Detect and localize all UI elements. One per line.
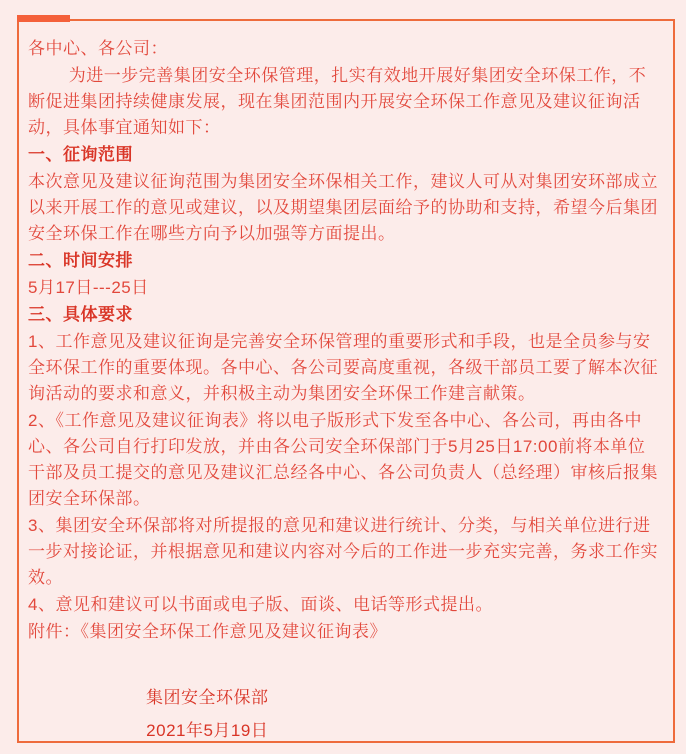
signature-department: 集团安全环保部 [146,688,269,707]
notice-frame [17,19,675,743]
section-3-item-1: 1、工作意见及建议征询是完善安全环保管理的重要形式和手段，也是全员参与安全环保工作的重要体现。各中心、各公司要高度重视，各级干部员工要了解本次征询活动的要求和意义，并积极主动为集团安全环保工作建言献策。 [28,332,658,403]
intro-paragraph: 为进一步完善集团安全环保管理，扎实有效地开展好集团安全环保工作，不断促进集团持续健康发展，现在集团范围内开展安全环保工作意见及建议征询活动，具体事宜通知如下： [28,66,647,137]
salutation: 各中心、各公司： [28,39,168,58]
signature-block [146,681,269,747]
section-3-item-4: 4、意见和建议可以书面或电子版、面谈、电话等形式提出。 [28,595,493,614]
section-1-paragraph: 本次意见及建议征询范围为集团安全环保相关工作，建议人可从对集团安环部成立以来开展工作的意见或建议，以及期望集团层面给予的协助和支持，希望今后集团安全环保工作在哪些方向予以加强等方面提出。 [28,172,658,243]
attachment-line: 附件：《集团安全环保工作意见及建议征询表》 [28,622,387,641]
signature-date: 2021年5月19日 [146,721,269,740]
section-3-item-3: 3、集团安全环保部将对所提报的意见和建议进行统计、分类，与相关单位进行进一步对接论证，并根据意见和建议内容对今后的工作进一步充实完善，务求工作实效。 [28,516,658,587]
section-3-heading: 三、具体要求 [28,305,133,324]
section-2-date-range: 5月17日---25日 [28,278,149,297]
section-1-heading: 一、征询范围 [28,145,133,164]
corner-accent-bar [17,15,70,22]
section-3-item-2: 2、《工作意见及建议征询表》将以电子版形式下发至各中心、各公司，再由各中心、各公司自行打印发放，并由各公司安全环保部门于5月25日17:00前将本单位干部及员工提交的意见及建议汇总经各中心、各公司负责人（总经理）审核后报集团安全环保部。 [28,411,658,508]
notice-content [19,21,673,747]
section-2-heading: 二、时间安排 [28,251,133,270]
